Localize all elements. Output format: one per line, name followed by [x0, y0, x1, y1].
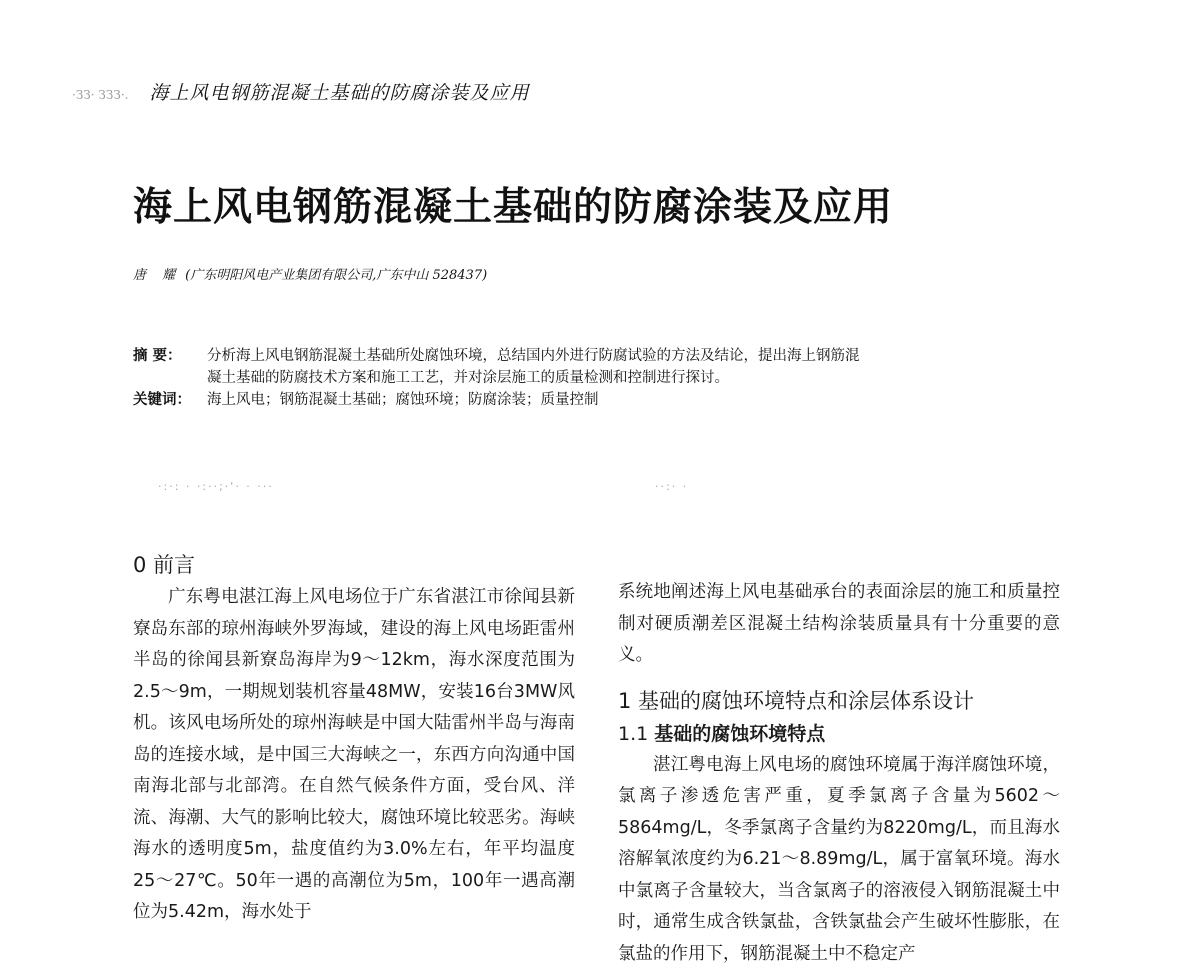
abstract-text [207, 345, 993, 389]
text-line: 量控制对硬质潮差区混凝土结构涂装质量具有十分重 [618, 582, 1060, 634]
section-1-heading: 1 基础的腐蚀环境特点和涂层体系设计 [618, 684, 1060, 718]
author-affiliation: (广东明阳风电产业集团有限公司,广东中山 528437) [185, 268, 487, 283]
abstract-line: 分析海上风电钢筋混凝土基础所处腐蚀环境，总结国内外进行防腐试验的方法及结论，提出海上钢筋混 [207, 348, 860, 364]
text-line: 高潮位为5m，100年一遇高潮位为5.42m，海水处于 [133, 871, 575, 923]
abstract-block [133, 345, 993, 411]
text-line: 装16台3MW风机。该风电场所处的琼州海峡是中国大 [133, 682, 575, 734]
right-column [618, 577, 1060, 970]
text-line: 陆雷州半岛与海南岛的连接水域，是中国三大海峡之 [133, 713, 575, 765]
text-line: 值约为3.0%左右，年平均温度25～27℃。50年一遇的 [133, 839, 575, 891]
text-line: 要的意义。 [618, 614, 1060, 666]
abstract-line: 凝土基础的防腐技术方案和施工工艺，并对涂层施工的质量检测和控制进行探讨。 [207, 370, 729, 386]
text-line: 广东粤电湛江海上风电场位于广东省湛江市徐闻 [168, 587, 540, 607]
text-line: 县新寮岛东部的琼州海峡外罗海域，建设的海上风电 [133, 587, 575, 639]
running-title: 海上风电钢筋混凝土基础的防腐涂装及应用 [150, 82, 530, 104]
subsection-title: 基础的腐蚀环境特点 [654, 723, 825, 745]
continuation-paragraph [618, 577, 1060, 672]
text-line: 一，东西方向沟通中国南海北部与北部湾。在自然气 [133, 745, 575, 797]
text-line: 境，氯离子渗透危害严重，夏季氯离子含量为5602～ [618, 755, 1060, 807]
text-line: 混凝土中时，通常生成含铁氯盐，含铁氯盐会产生破 [618, 881, 1060, 933]
text-line: 5864mg/L，冬季氯离子含量约为8220mg/L，而且海 [618, 818, 1043, 838]
subsection-1-1-heading [618, 718, 1060, 750]
subsection-number: 1.1 [618, 723, 648, 745]
author-name: 唐 耀 [133, 268, 181, 283]
text-line: 水深度范围为2.5～9m，一期规划装机容量48MW，安 [133, 650, 575, 702]
text-line: 场距雷州半岛的徐闻县新寮岛海岸为9～12km，海 [133, 619, 575, 671]
text-line: 海水中氯离子含量较大，当含氯离子的溶液侵入钢筋 [618, 849, 1060, 901]
left-column [133, 548, 575, 929]
scan-noise-right: ··:· · [655, 480, 688, 493]
text-line: 水溶解氧浓度约为6.21～8.89mg/L，属于富氧环境。 [618, 818, 1060, 870]
text-line: 候条件方面，受台风、洋流、海潮、大气的影响比较 [133, 776, 575, 828]
article-title: 海上风电钢筋混凝土基础的防腐涂装及应用 [133, 176, 893, 232]
text-line: 湛江粤电海上风电场的腐蚀环境属于海洋腐蚀环 [653, 755, 1025, 775]
intro-paragraph [133, 582, 575, 929]
keywords-text: 海上风电；钢筋混凝土基础；腐蚀环境；防腐涂装；质量控制 [207, 389, 993, 411]
text-line: 坏性膨胀，在氯盐的作用下，钢筋混凝土中不稳定产 [618, 912, 1060, 964]
text-line: 大，腐蚀环境比较恶劣。海峡海水的透明度5m，盐度 [133, 808, 575, 860]
section-0-heading: 0 前言 [133, 548, 575, 582]
text-line: 系统地阐述海上风电基础承台的表面涂层的施工和质 [618, 582, 1025, 602]
keywords-row [133, 389, 993, 411]
author-line [133, 264, 487, 283]
keywords-label: 关键词： [133, 389, 207, 411]
corrosion-paragraph [618, 750, 1060, 970]
scan-marks: ·ЗЗ· ЗЗЗ·. [72, 88, 128, 102]
scan-noise-left: ·:·: · ·:··;·'· · ··· [158, 480, 274, 493]
running-header [72, 78, 530, 105]
abstract-label: 摘 要： [133, 345, 207, 389]
abstract-row [133, 345, 993, 389]
